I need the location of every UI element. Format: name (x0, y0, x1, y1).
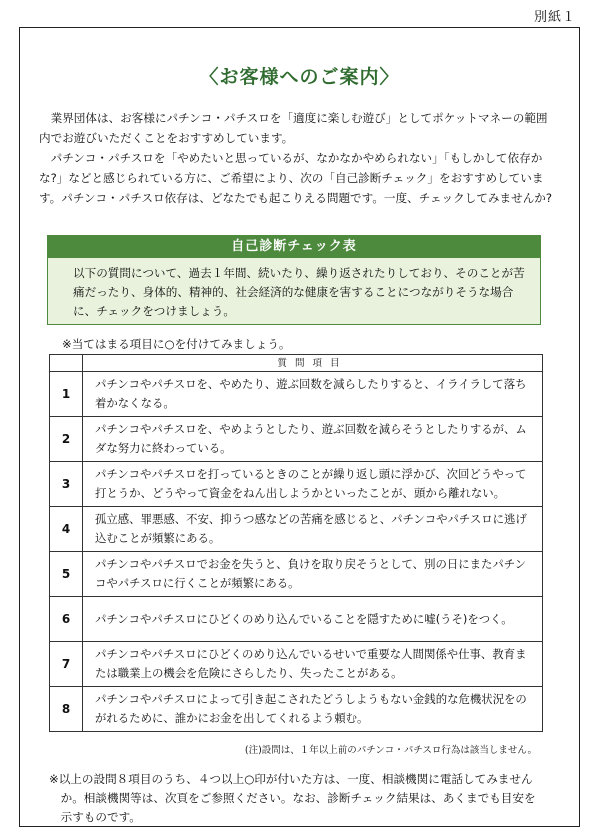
table-row (50, 642, 543, 687)
closing-text: ※以上の設問８項目のうち、４つ以上○印が付いた方は、一度、相談機関に電話してみませんか。相談機関等は、次頁をご参照ください。なお、診断チェック結果は、あくまでも目安を示すものです。 (49, 772, 536, 824)
question-number: 3 (50, 462, 83, 507)
question-text: パチンコやパチスロでお金を失うと、負けを取り戻そうとして、別の日にまたパチンコやパチスロに行くことが頻繁にある。 (83, 552, 543, 597)
document-frame (19, 27, 580, 827)
intro-paragraph-1: 業界団体は、お客様にパチンコ・パチスロを「適度に楽しむ遊び」としてポケットマネーの範囲内でお遊びいただくことをおすすめしています。 (39, 111, 548, 145)
question-number: 5 (50, 552, 83, 597)
intro-paragraph-2: パチンコ・パチスロを「やめたいと思っているが、なかなかやめられない」「もしかして依存かな?」などと感じられている方に、ご希望により、次の「自己診断チェック」をおすすめしています。パチンコ・パチスロ依存は、どなたでも起こりえる問題です。一度、チェックしてみませんか? (39, 151, 553, 205)
question-number: 2 (50, 417, 83, 462)
table-row (50, 507, 543, 552)
self-check-heading: 自己診断チェック表 (48, 236, 540, 258)
self-check-box (47, 235, 541, 325)
table-header-num (50, 355, 83, 372)
instruction-text: ※当てはまる項目に○を付けてみましょう。 (62, 337, 291, 351)
table-header-label: 質問項目 (83, 355, 543, 372)
question-number: 1 (50, 372, 83, 417)
question-text: パチンコやパチスロを打っているときのことが繰り返し頭に浮かび、次回どうやって打とうか、どうやって資金をねん出しようかといったことが、頭から離れない。 (83, 462, 543, 507)
question-text: 孤立感、罪悪感、不安、抑うつ感などの苦痛を感じると、パチンコやパチスロに逃げ込むことが頻繁にある。 (83, 507, 543, 552)
question-number: 8 (50, 687, 83, 732)
table-row (50, 417, 543, 462)
question-table (49, 354, 543, 732)
question-text: パチンコやパチスロにひどくのめり込んでいるせいで重要な人間関係や仕事、教育または職業上の機会を危険にさらしたり、失ったことがある。 (83, 642, 543, 687)
page-title: 〈お客様へのご案内〉 (199, 66, 400, 88)
question-text: パチンコやパチスロを、やめたり、遊ぶ回数を減らしたりすると、イライラして落ち着かなくなる。 (83, 372, 543, 417)
intro-text (39, 108, 559, 208)
question-number: 4 (50, 507, 83, 552)
attachment-label: 別紙１ (533, 10, 576, 25)
table-footnote: (注)設問は、１年以上前のパチンコ・パチスロ行為は該当しません。 (244, 745, 537, 756)
table-row (50, 687, 543, 732)
question-text: パチンコやパチスロを、やめようとしたり、遊ぶ回数を減らそうとしたりするが、ムダな努力に終わっている。 (83, 417, 543, 462)
closing-note (49, 770, 539, 827)
question-number: 7 (50, 642, 83, 687)
self-check-description: 以下の質問について、過去１年間、続いたり、繰り返されたりしており、そのことが苦痛だったり、身体的、精神的、社会経済的な健康を害することにつながりそうな場合に、チェックをつけましょう。 (73, 266, 525, 318)
table-row (50, 552, 543, 597)
table-header-row (50, 355, 543, 372)
question-text: パチンコやパチスロにひどくのめり込んでいることを隠すために嘘(うそ)をつく。 (83, 597, 543, 642)
question-text: パチンコやパチスロによって引き起こされたどうしようもない金銭的な危機状況をのがれるために、誰かにお金を出してくれるよう頼む。 (83, 687, 543, 732)
table-row (50, 372, 543, 417)
question-number: 6 (50, 597, 83, 642)
table-row (50, 462, 543, 507)
table-row (50, 597, 543, 642)
